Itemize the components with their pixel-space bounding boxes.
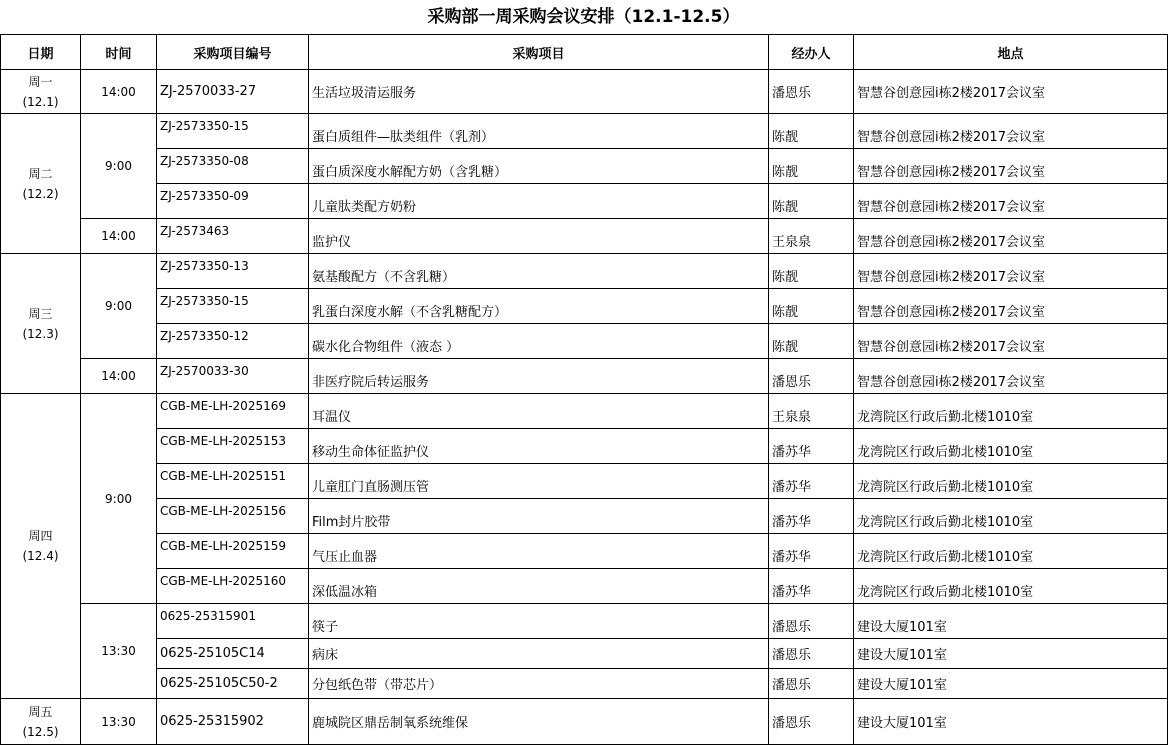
person-cell[interactable]: 潘恩乐 — [769, 699, 854, 745]
item-cell[interactable]: Film封片胶带 — [309, 499, 769, 534]
day-label: 周一 — [28, 74, 53, 89]
time-cell[interactable]: 9:00 — [81, 254, 157, 359]
table-row — [1, 569, 1168, 604]
time-cell[interactable]: 9:00 — [81, 114, 157, 219]
code-cell[interactable]: 0625-25315902 — [157, 699, 309, 745]
day-label: 周五 — [28, 704, 53, 719]
item-cell[interactable]: 儿童肽类配方奶粉 — [309, 184, 769, 219]
place-cell[interactable]: 智慧谷创意园i栋2楼2017会议室 — [854, 219, 1168, 254]
time-cell[interactable]: 13:30 — [81, 604, 157, 699]
item-cell[interactable]: 移动生命体征监护仪 — [309, 429, 769, 464]
code-cell[interactable]: CGB-ME-LH-2025159 — [157, 534, 309, 569]
date-label: (12.2) — [22, 186, 59, 201]
table-row — [1, 699, 1168, 745]
code-cell[interactable]: CGB-ME-LH-2025151 — [157, 464, 309, 499]
code-cell[interactable]: CGB-ME-LH-2025156 — [157, 499, 309, 534]
date-cell[interactable] — [1, 114, 81, 254]
date-cell[interactable] — [1, 699, 81, 745]
table-row — [1, 149, 1168, 184]
table-row — [1, 359, 1168, 394]
code-cell[interactable]: ZJ-2573350-08 — [157, 149, 309, 184]
date-label: (12.3) — [22, 326, 59, 341]
header-place[interactable]: 地点 — [854, 35, 1168, 70]
day-label: 周二 — [28, 166, 53, 181]
day-label: 周三 — [28, 306, 53, 321]
table-row — [1, 254, 1168, 289]
time-cell[interactable]: 13:30 — [81, 699, 157, 745]
item-cell[interactable]: 碳水化合物组件（液态 ） — [309, 324, 769, 359]
place-cell[interactable]: 龙湾院区行政后勤北楼1010室 — [854, 394, 1168, 429]
table-row — [1, 499, 1168, 534]
table-row — [1, 219, 1168, 254]
item-cell[interactable]: 非医疗院后转运服务 — [309, 359, 769, 394]
meeting-schedule-table — [0, 34, 1168, 745]
table-row — [1, 289, 1168, 324]
code-cell[interactable]: ZJ-2573350-15 — [157, 289, 309, 324]
item-cell[interactable]: 乳蛋白深度水解（不含乳糖配方） — [309, 289, 769, 324]
person-cell[interactable]: 潘苏华 — [769, 534, 854, 569]
item-cell[interactable]: 筷子 — [309, 604, 769, 639]
code-cell[interactable]: ZJ-2573350-15 — [157, 114, 309, 149]
time-cell[interactable]: 14:00 — [81, 70, 157, 114]
person-cell[interactable]: 潘恩乐 — [769, 669, 854, 699]
date-label: (12.1) — [22, 94, 59, 109]
item-cell[interactable]: 监护仪 — [309, 219, 769, 254]
table-row — [1, 464, 1168, 499]
date-cell[interactable] — [1, 394, 81, 699]
person-cell[interactable]: 陈靓 — [769, 254, 854, 289]
person-cell[interactable]: 陈靓 — [769, 114, 854, 149]
item-cell[interactable]: 生活垃圾清运服务 — [309, 70, 769, 114]
time-cell[interactable]: 9:00 — [81, 394, 157, 604]
item-cell[interactable]: 深低温冰箱 — [309, 569, 769, 604]
date-cell[interactable] — [1, 70, 81, 114]
code-cell[interactable]: ZJ-2573463 — [157, 219, 309, 254]
place-cell[interactable]: 建设大厦101室 — [854, 639, 1168, 669]
code-cell[interactable]: 0625-25105C14 — [157, 639, 309, 669]
header-person[interactable]: 经办人 — [769, 35, 854, 70]
table-row — [1, 324, 1168, 359]
table-row — [1, 429, 1168, 464]
date-label: (12.4) — [22, 549, 59, 563]
item-cell[interactable]: 病床 — [309, 639, 769, 669]
code-cell[interactable]: 0625-25105C50-2 — [157, 669, 309, 699]
person-cell[interactable]: 潘恩乐 — [769, 359, 854, 394]
item-cell[interactable]: 气压止血器 — [309, 534, 769, 569]
place-cell[interactable]: 建设大厦101室 — [854, 669, 1168, 699]
code-cell[interactable]: 0625-25315901 — [157, 604, 309, 639]
place-cell[interactable]: 建设大厦101室 — [854, 604, 1168, 639]
person-cell[interactable]: 陈靓 — [769, 184, 854, 219]
place-cell[interactable]: 龙湾院区行政后勤北楼1010室 — [854, 534, 1168, 569]
place-cell[interactable]: 智慧谷创意园i栋2楼2017会议室 — [854, 114, 1168, 149]
code-cell[interactable]: ZJ-2573350-09 — [157, 184, 309, 219]
place-cell[interactable]: 建设大厦101室 — [854, 699, 1168, 745]
header-item[interactable]: 采购项目 — [309, 35, 769, 70]
place-cell[interactable]: 智慧谷创意园i栋2楼2017会议室 — [854, 289, 1168, 324]
person-cell[interactable]: 潘恩乐 — [769, 604, 854, 639]
header-date[interactable]: 日期 — [1, 35, 81, 70]
header-row — [1, 35, 1168, 70]
person-cell[interactable]: 潘苏华 — [769, 499, 854, 534]
table-row — [1, 639, 1168, 669]
table-row — [1, 70, 1168, 114]
place-cell[interactable]: 智慧谷创意园i栋2楼2017会议室 — [854, 149, 1168, 184]
item-cell[interactable]: 儿童肛门直肠测压管 — [309, 464, 769, 499]
person-cell[interactable]: 潘苏华 — [769, 464, 854, 499]
table-row — [1, 114, 1168, 149]
header-time[interactable]: 时间 — [81, 35, 157, 70]
place-cell[interactable]: 智慧谷创意园i栋2楼2017会议室 — [854, 359, 1168, 394]
item-cell[interactable]: 蛋白质深度水解配方奶（含乳糖） — [309, 149, 769, 184]
item-cell[interactable]: 耳温仪 — [309, 394, 769, 429]
time-cell[interactable]: 14:00 — [81, 219, 157, 254]
code-cell[interactable]: ZJ-2573350-13 — [157, 254, 309, 289]
date-label: (12.5) — [22, 724, 59, 739]
place-cell[interactable]: 智慧谷创意园i栋2楼2017会议室 — [854, 70, 1168, 114]
person-cell[interactable]: 潘恩乐 — [769, 639, 854, 669]
person-cell[interactable]: 陈靓 — [769, 289, 854, 324]
code-cell[interactable]: ZJ-2570033-30 — [157, 359, 309, 394]
date-cell[interactable] — [1, 254, 81, 394]
item-cell[interactable]: 氨基酸配方（不含乳糖） — [309, 254, 769, 289]
place-cell[interactable]: 智慧谷创意园i栋2楼2017会议室 — [854, 184, 1168, 219]
table-row — [1, 394, 1168, 429]
table-row — [1, 534, 1168, 569]
place-cell[interactable]: 龙湾院区行政后勤北楼1010室 — [854, 569, 1168, 604]
person-cell[interactable]: 潘苏华 — [769, 429, 854, 464]
time-cell[interactable]: 14:00 — [81, 359, 157, 394]
code-cell[interactable]: CGB-ME-LH-2025160 — [157, 569, 309, 604]
person-cell[interactable]: 王泉泉 — [769, 394, 854, 429]
table-row — [1, 669, 1168, 699]
person-cell[interactable]: 陈靓 — [769, 149, 854, 184]
place-cell[interactable]: 智慧谷创意园i栋2楼2017会议室 — [854, 254, 1168, 289]
code-cell[interactable]: CGB-ME-LH-2025169 — [157, 394, 309, 429]
table-row — [1, 604, 1168, 639]
item-cell[interactable]: 鹿城院区鼎岳制氧系统维保 — [309, 699, 769, 745]
person-cell[interactable]: 潘恩乐 — [769, 70, 854, 114]
person-cell[interactable]: 陈靓 — [769, 324, 854, 359]
item-cell[interactable]: 分包纸色带（带芯片） — [309, 669, 769, 699]
place-cell[interactable]: 智慧谷创意园i栋2楼2017会议室 — [854, 324, 1168, 359]
code-cell[interactable]: CGB-ME-LH-2025153 — [157, 429, 309, 464]
day-label: 周四 — [28, 529, 53, 543]
item-cell[interactable]: 蛋白质组件—肽类组件（乳剂） — [309, 114, 769, 149]
sheet-title: 采购部一周采购会议安排（12.1-12.5） — [427, 7, 740, 27]
header-code[interactable]: 采购项目编号 — [157, 35, 309, 70]
person-cell[interactable]: 潘苏华 — [769, 569, 854, 604]
place-cell[interactable]: 龙湾院区行政后勤北楼1010室 — [854, 464, 1168, 499]
place-cell[interactable]: 龙湾院区行政后勤北楼1010室 — [854, 429, 1168, 464]
code-cell[interactable]: ZJ-2570033-27 — [157, 70, 309, 114]
person-cell[interactable]: 王泉泉 — [769, 219, 854, 254]
code-cell[interactable]: ZJ-2573350-12 — [157, 324, 309, 359]
table-row — [1, 184, 1168, 219]
place-cell[interactable]: 龙湾院区行政后勤北楼1010室 — [854, 499, 1168, 534]
